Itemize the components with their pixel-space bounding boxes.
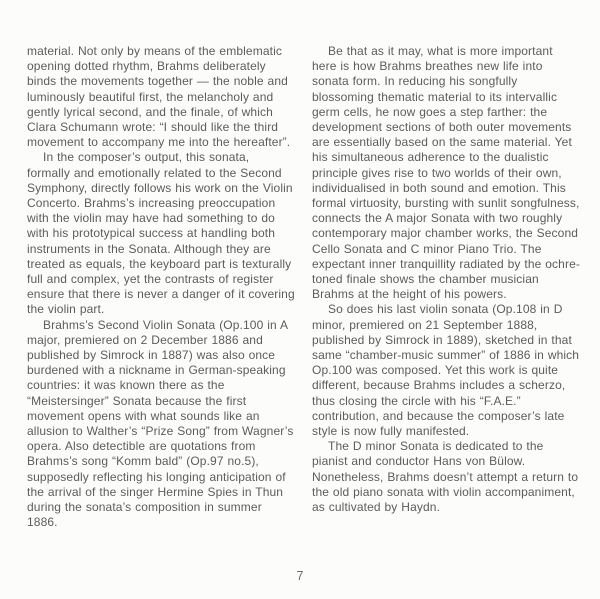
paragraph: So does his last violin sonata (Op.108 in D minor, premiered on 21 September 1888, published by Simrock in 1889), sketched in that same “chamber-music summer” of 1886 in which Op.100 was composed. Yet this work is quite different, because Brahms includes a scherzo, thus closing the circle with his “F.A.E.” contribution, and because the composer’s late style is now fully manifested. [312,302,580,439]
right-column [312,44,580,531]
paragraph: The D minor Sonata is dedicated to the pianist and conductor Hans von Bülow. Nonetheless, Brahms doesn’t attempt a return to the old piano sonata with violin accompaniment, as cultivated by Haydn. [312,439,579,515]
paragraph: Be that as it may, what is more important here is how Brahms breathes new life into sonata form. In reducing his songfully blossoming thematic material to its intervallic germ cells, he now goes a step farther: the development sections of both outer movements are essentially based on the same material. Yet his simultaneous adherence to the dualistic principle gives rise to two worlds of their own, individualised in both sound and emotion. This formal virtuosity, bursting with sunlit songfulness, connects the A major Sonata with two roughly contemporary major chamber works, the Second Cello Sonata and C minor Piano Trio. The expectant inner tranquillity radiated by the ochre-toned finale shows the chamber musician Brahms at the height of his powers. [312,44,581,302]
left-column [27,44,295,531]
page-number: 7 [296,569,304,583]
paragraph: In the composer’s output, this sonata, formally and emotionally related to the Second Symphony, directly follows his work on the Violin Concerto. Brahms’s increasing preoccupation with the violin may have had something to do with his prototypical success at handling both instruments in the Sonata. Although they are treated as equals, the keyboard part is texturally full and complex, yet the contrasts of register ensure that there is never a danger of it covering the violin part. [27,150,295,317]
paragraph: material. Not only by means of the emblematic opening dotted rhythm, Brahms deliberately binds the movements together — the noble and luminously beautiful first, the melancholy and gently lyrical second, and the finale, of which Clara Schumann wrote: “I should like the third movement to accompany me into the hereafter”. [27,44,291,150]
paragraph: Brahms’s Second Violin Sonata (Op.100 in A major, premiered on 2 December 1886 and published by Simrock in 1887) was also once burdened with a nickname in German-speaking countries: it was known there as the “Meistersinger” Sonata because the first movement opens with what sounds like an allusion to Walther’s “Prize Song” from Wagner’s opera. Also detectible are quotations from Brahms’s song “Komm bald” (Op.97 no.5), supposedly reflecting his longing anticipation of the arrival of the singer Hermine Spies in Thun during the sonata’s composition in summer 1886. [27,317,294,530]
